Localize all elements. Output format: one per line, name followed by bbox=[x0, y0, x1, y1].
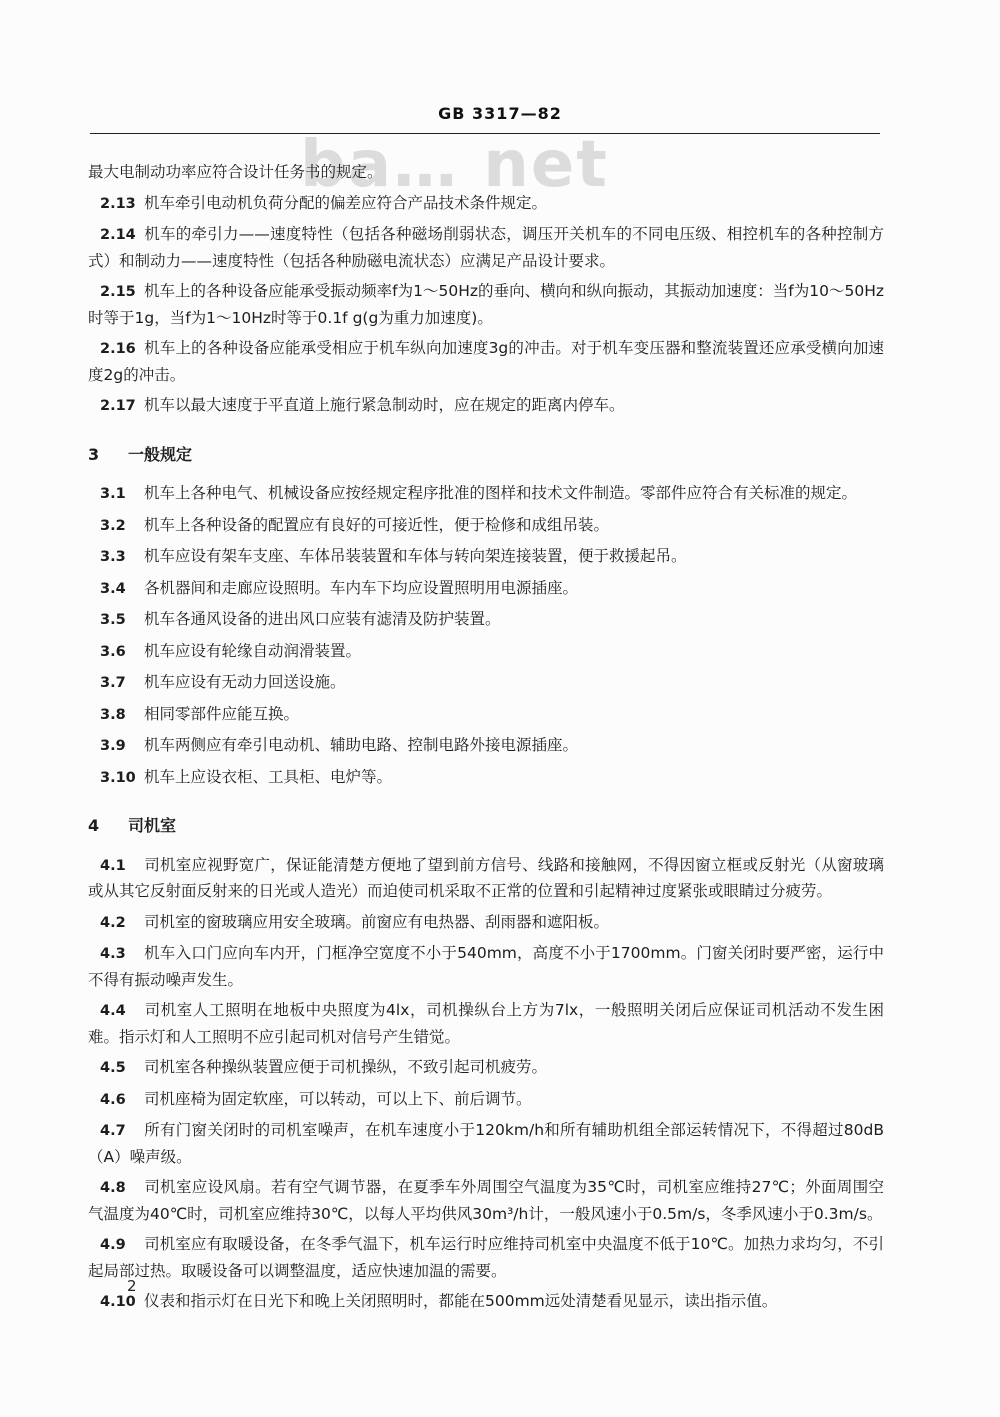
clause-text: 机车两侧应有牵引电动机、辅助电路、控制电路外接电源插座。 bbox=[144, 736, 579, 754]
clause-text: 机车应设有轮缘自动润滑装置。 bbox=[144, 641, 362, 660]
section-number: 4 bbox=[88, 816, 100, 835]
clause-number: 2.17 bbox=[100, 398, 136, 414]
section-heading-3 bbox=[88, 442, 884, 468]
clause-number: 3.1 bbox=[100, 486, 126, 502]
clause-text: 各机器间和走廊应设照明。车内车下均应设置照明用电源插座。 bbox=[144, 578, 579, 597]
clause-4-8 bbox=[88, 1175, 884, 1227]
clause-text: 机车上各种设备的配置应有良好的可接近性，便于检修和成组吊装。 bbox=[144, 515, 610, 534]
clause-text: 机车应设有无动力回送设施。 bbox=[144, 673, 346, 691]
clause-2-13 bbox=[88, 191, 884, 218]
clause-number: 3.7 bbox=[100, 675, 126, 691]
clause-number: 3.8 bbox=[100, 706, 126, 723]
clause-text: 所有门窗关闭时的司机室噪声，在机车速度小于120km/h和所有辅助机组全部运转情况下，不得超过80dB（A）噪声级。 bbox=[88, 1121, 884, 1166]
page-number: 2 bbox=[127, 1277, 137, 1295]
clause-number: 3.10 bbox=[100, 769, 136, 786]
clause-3-8 bbox=[88, 702, 884, 729]
clause-text: 机车上应设衣柜、工具柜、电炉等。 bbox=[144, 767, 393, 786]
clause-number: 4.8 bbox=[100, 1180, 126, 1196]
clause-number: 2.15 bbox=[100, 284, 136, 300]
clause-text: 机车应设有架车支座、车体吊装装置和车体与转向架连接装置，便于救援起吊。 bbox=[144, 547, 687, 565]
clause-number: 4.4 bbox=[100, 1003, 126, 1019]
clauses-section-2 bbox=[88, 191, 884, 420]
clause-3-2 bbox=[88, 513, 884, 540]
clause-number: 2.14 bbox=[100, 227, 136, 243]
clause-text: 机车入口门应向车内开，门框净空宽度不小于540mm，高度不小于1700mm。门窗关闭时要严密，运行中不得有振动噪声发生。 bbox=[88, 944, 884, 989]
clause-text: 相同零部件应能互换。 bbox=[144, 704, 300, 723]
clause-3-10 bbox=[88, 765, 884, 792]
clause-2-14 bbox=[88, 222, 884, 274]
clause-4-1 bbox=[88, 853, 884, 905]
clause-4-6 bbox=[88, 1087, 884, 1114]
clause-number: 3.3 bbox=[100, 549, 126, 565]
clause-number: 4.1 bbox=[100, 857, 126, 874]
clauses-section-3 bbox=[88, 481, 884, 791]
clause-text: 司机座椅为固定软座，可以转动，可以上下、前后调节。 bbox=[144, 1089, 532, 1108]
section-title: 司机室 bbox=[128, 816, 177, 835]
clause-3-3 bbox=[88, 544, 884, 571]
clause-text: 仪表和指示灯在日光下和晚上关闭照明时，都能在500mm远处清楚看见显示，读出指示值。 bbox=[144, 1292, 778, 1310]
clause-4-9 bbox=[88, 1232, 884, 1284]
clause-number: 4.2 bbox=[100, 914, 126, 931]
clause-3-1 bbox=[88, 481, 884, 508]
clause-number: 3.4 bbox=[100, 580, 126, 597]
clause-text: 司机室应有取暖设备，在冬季气温下，机车运行时应维持司机室中央温度不低于10℃。加热力求均匀，不引起局部过热。取暖设备可以调整温度，适应快速加温的需要。 bbox=[88, 1235, 884, 1280]
section-number: 3 bbox=[88, 444, 100, 464]
clause-2-16 bbox=[88, 336, 884, 388]
clause-4-3 bbox=[88, 941, 884, 993]
clause-text: 司机室应视野宽广，保证能清楚方便地了望到前方信号、线路和接触网，不得因窗立框或反射光（从窗玻璃或从其它反射面反射来的日光或人造光）而迫使司机采取不正常的位置和引起精神过度紧张或眼睛过分疲劳。 bbox=[88, 855, 884, 900]
clause-2-15 bbox=[88, 279, 884, 331]
clause-3-6 bbox=[88, 639, 884, 666]
clause-text: 司机室应设风扇。若有空气调节器，在夏季车外周围空气温度为35℃时，司机室应维持27℃；外面周围空气温度为40℃时，司机室应维持30℃，以每人平均供风30m³/h计，一般风速小于0.5m/s，冬季风速小于0.3m/s。 bbox=[88, 1178, 884, 1223]
clause-number: 4.3 bbox=[100, 946, 126, 962]
clause-number: 3.2 bbox=[100, 517, 126, 534]
clause-3-9 bbox=[88, 733, 884, 760]
clause-4-5 bbox=[88, 1055, 884, 1082]
clause-text: 司机室各种操纵装置应便于司机操纵，不致引起司机疲劳。 bbox=[144, 1058, 548, 1076]
clauses-section-4 bbox=[88, 853, 884, 1316]
standard-code-header: GB 3317—82 bbox=[438, 104, 562, 123]
clause-3-5 bbox=[88, 607, 884, 634]
clause-text: 机车上的各种设备应能承受振动频率f为1～50Hz的垂向、横向和纵向振动，其振动加速度：当f为10～50Hz时等于1g，当f为1～10Hz时等于0.1f g(g为重力加速度)。 bbox=[88, 282, 884, 327]
clause-4-4 bbox=[88, 998, 884, 1050]
intro-paragraph: 最大电制动功率应符合设计任务书的规定。 bbox=[88, 163, 383, 181]
clause-text: 司机室人工照明在地板中央照度为4lx，司机操纵台上方为7lx，一般照明关闭后应保证司机活动不发生困难。指示灯和人工照明不应引起司机对信号产生错觉。 bbox=[88, 1001, 884, 1046]
clause-number: 4.7 bbox=[100, 1123, 126, 1139]
clause-text: 机车牵引电动机负荷分配的偏差应符合产品技术条件规定。 bbox=[144, 193, 548, 212]
clause-4-2 bbox=[88, 910, 884, 937]
clause-number: 4.6 bbox=[100, 1091, 126, 1108]
clause-4-7 bbox=[88, 1118, 884, 1170]
clause-number: 3.6 bbox=[100, 643, 126, 660]
clause-2-17 bbox=[88, 393, 884, 420]
clause-text: 机车的牵引力——速度特性（包括各种磁场削弱状态，调压开关机车的不同电压级、相控机车的各种控制方式）和制动力——速度特性（包括各种励磁电流状态）应满足产品设计要求。 bbox=[88, 225, 884, 270]
clause-number: 2.16 bbox=[100, 341, 136, 357]
clause-number: 3.5 bbox=[100, 612, 126, 628]
clause-3-7 bbox=[88, 670, 884, 697]
clause-number: 4.9 bbox=[100, 1237, 126, 1253]
clause-text: 机车上各种电气、机械设备应按经规定程序批准的图样和技术文件制造。零部件应符合有关标准的规定。 bbox=[144, 484, 858, 502]
clause-text: 机车上的各种设备应能承受相应于机车纵向加速度3g的冲击。对于机车变压器和整流装置还应承受横向加速度2g的冲击。 bbox=[88, 339, 884, 384]
watermark: ba… net bbox=[300, 128, 609, 202]
section-heading-4 bbox=[88, 813, 884, 839]
clause-number: 2.13 bbox=[100, 195, 136, 212]
clause-text: 机车各通风设备的进出风口应装有滤清及防护装置。 bbox=[144, 610, 501, 628]
clause-text: 司机室的窗玻璃应用安全玻璃。前窗应有电热器、刮雨器和遮阳板。 bbox=[144, 912, 610, 931]
clause-3-4 bbox=[88, 576, 884, 603]
clause-4-10 bbox=[88, 1289, 884, 1316]
document-body bbox=[88, 160, 884, 1321]
section-title: 一般规定 bbox=[128, 444, 193, 464]
clause-number: 4.10 bbox=[100, 1294, 136, 1310]
clause-number: 3.9 bbox=[100, 738, 126, 754]
clause-text: 机车以最大速度于平直道上施行紧急制动时，应在规定的距离内停车。 bbox=[144, 396, 625, 414]
clause-number: 4.5 bbox=[100, 1060, 126, 1076]
